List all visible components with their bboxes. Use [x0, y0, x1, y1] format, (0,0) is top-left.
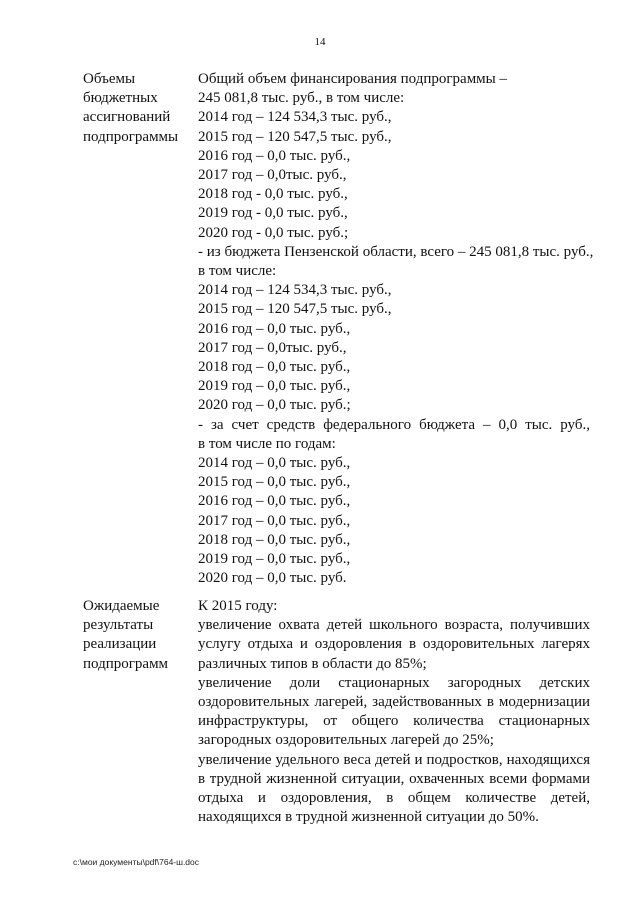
budget-line: 2018 год – 0,0 тыс. руб., — [198, 531, 351, 548]
budget-line: 245 081,8 тыс. руб., в том числе: — [198, 90, 405, 107]
budget-line: 2016 год – 0,0 тыс. руб., — [198, 147, 351, 164]
budget-line: Общий объем финансирования подпрограммы – — [198, 71, 508, 87]
budget-line: 2015 год – 0,0 тыс. руб., — [198, 474, 351, 491]
label-line: результаты — [83, 617, 154, 634]
label-line: подпрограммы — [83, 128, 179, 145]
label-line: реализации — [83, 636, 157, 653]
budget-line: 2020 год – 0,0 тыс. руб. — [198, 570, 347, 587]
budget-line: 2019 год – 0,0 тыс. руб., — [198, 551, 351, 568]
budget-line: 2017 год – 0,0 тыс. руб., — [198, 512, 351, 529]
budget-line: 2017 год – 0,0тыс. руб., — [198, 339, 347, 356]
budget-line: 2014 год – 0,0 тыс. руб., — [198, 455, 351, 472]
budget-line: 2014 год – 124 534,3 тыс. руб., — [198, 282, 392, 299]
budget-line: 2018 год – 0,0 тыс. руб., — [198, 359, 351, 376]
budget-line: - за счет средств федерального бюджета – 0,0 тыс. руб., — [198, 416, 590, 433]
page-number: 14 — [314, 36, 326, 48]
label-line: Объемы — [83, 71, 136, 87]
budget-line: 2019 год - 0,0 тыс. руб., — [198, 205, 348, 222]
budget-line: в том числе по годам: — [198, 435, 336, 452]
budget-content — [198, 70, 594, 588]
result-paragraph: увеличение удельного веса детей и подростков, находящихся в трудной жизненной ситуации, охваченных всеми формами отдыха и оздоровления, в общем количестве детей, находящихся в трудной жизненной ситуации до 50%. — [198, 751, 590, 826]
budget-line: 2015 год – 120 547,5 тыс. руб., — [198, 128, 392, 145]
label-line: бюджетных — [83, 90, 158, 107]
file-path-footer: c:\мои документы\pdf\764-ш.doc — [73, 857, 200, 867]
budget-line: - из бюджета Пензенской области, всего – 245 081,8 тыс. руб., — [198, 243, 594, 260]
budget-label — [83, 70, 195, 147]
budget-line: 2016 год – 0,0 тыс. руб., — [198, 493, 351, 510]
label-line: ассигнований — [83, 109, 171, 126]
budget-line: в том числе: — [198, 263, 277, 280]
budget-line: 2018 год - 0,0 тыс. руб., — [198, 186, 348, 203]
budget-line: 2020 год - 0,0 тыс. руб.; — [198, 224, 349, 241]
result-paragraph: увеличение охвата детей школьного возраста, получивших услугу отдыха и оздоровления в оздоровительных лагерях различных типов в области до 85%; — [198, 617, 590, 672]
results-label — [83, 597, 195, 674]
budget-line: 2020 год – 0,0 тыс. руб.; — [198, 397, 351, 414]
label-line: Ожидаемые — [83, 598, 160, 614]
results-content — [198, 597, 590, 827]
budget-line: 2019 год – 0,0 тыс. руб., — [198, 378, 351, 395]
budget-line: 2014 год – 124 534,3 тыс. руб., — [198, 109, 392, 126]
budget-line: 2017 год – 0,0тыс. руб., — [198, 167, 347, 184]
results-intro: К 2015 году: — [198, 598, 278, 614]
budget-line: 2016 год – 0,0 тыс. руб., — [198, 320, 351, 337]
result-paragraph: увеличение доли стационарных загородных детских оздоровительных лагерей, задействованных в модернизации инфраструктуры, от общего количества стационарных загородных оздоровительных лагерей до 25%; — [198, 674, 590, 749]
budget-line: 2015 год – 120 547,5 тыс. руб., — [198, 301, 392, 318]
label-line: подпрограмм — [83, 655, 169, 672]
